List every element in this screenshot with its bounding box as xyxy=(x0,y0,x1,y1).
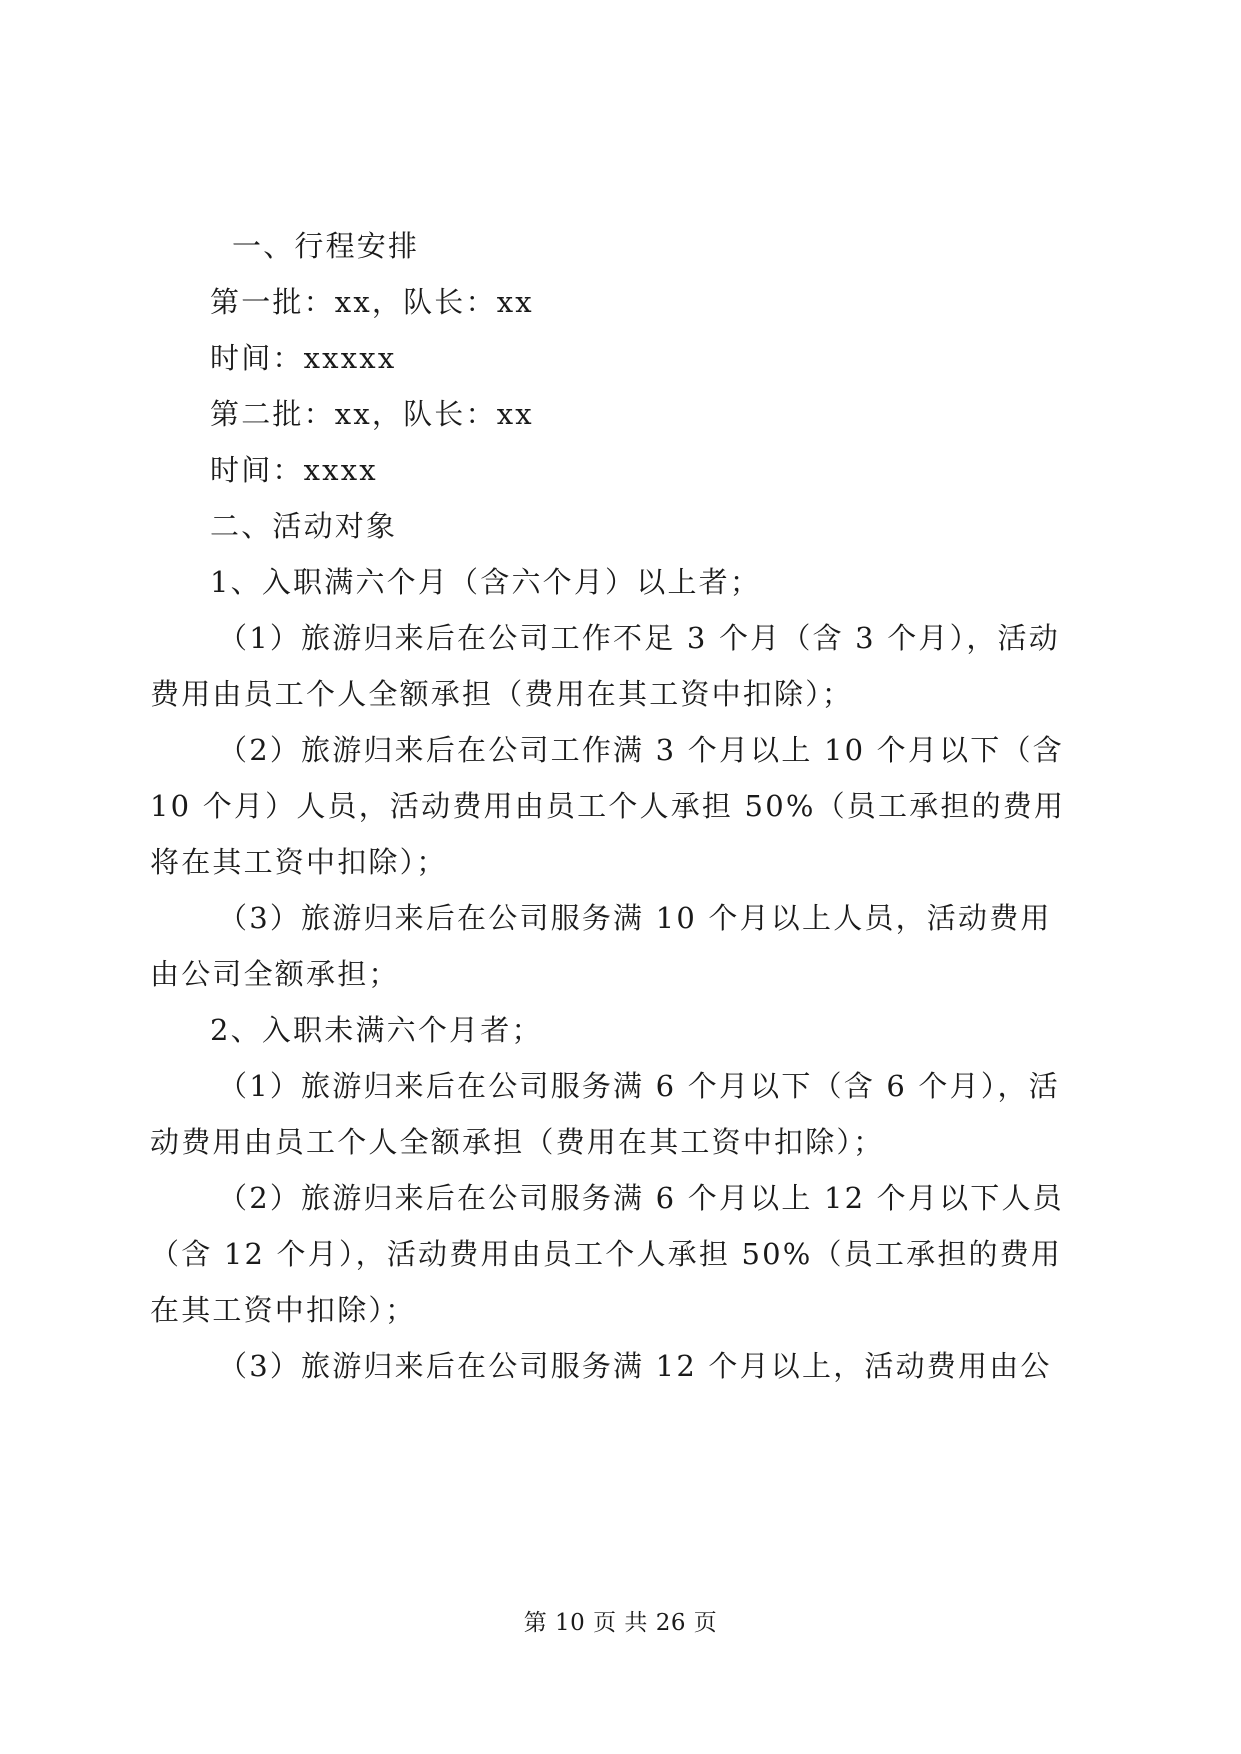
paragraph-line: （含 12 个月），活动费用由员工个人承担 50%（员工承担的费用 xyxy=(150,1237,1063,1271)
paragraph-line: 由公司全额承担； xyxy=(150,957,400,991)
paragraph-line: 时间：xxxxx xyxy=(210,341,397,375)
paragraph-line: 时间：xxxx xyxy=(210,453,378,487)
paragraph-line: 第二批：xx，队长：xx xyxy=(210,397,534,431)
paragraph-line: 第一批：xx，队长：xx xyxy=(210,285,534,319)
paragraph-line: （3）旅游归来后在公司服务满 10 个月以上人员，活动费用 xyxy=(218,901,1052,935)
paragraph-line: 将在其工资中扣除）； xyxy=(150,845,448,879)
paragraph-line: （1）旅游归来后在公司工作不足 3 个月（含 3 个月），活动 xyxy=(218,621,1060,655)
paragraph-line: 动费用由员工个人全额承担（费用在其工资中扣除）； xyxy=(150,1125,885,1159)
paragraph-line: 10 个月）人员，活动费用由员工个人承担 50%（员工承担的费用 xyxy=(150,789,1066,823)
paragraph-line: （2）旅游归来后在公司工作满 3 个月以上 10 个月以下（含 xyxy=(218,733,1064,767)
paragraph-line: 费用由员工个人全额承担（费用在其工资中扣除）； xyxy=(150,677,854,711)
section-heading-itinerary: 一、行程安排 xyxy=(232,229,420,263)
paragraph-line: 1、入职满六个月（含六个月）以上者； xyxy=(210,565,762,599)
page-number-footer: 第 10 页 共 26 页 xyxy=(523,1610,718,1636)
paragraph-line: （3）旅游归来后在公司服务满 12 个月以上，活动费用由公 xyxy=(218,1349,1052,1383)
paragraph-line: （1）旅游归来后在公司服务满 6 个月以下（含 6 个月），活 xyxy=(218,1069,1060,1103)
paragraph-line: （2）旅游归来后在公司服务满 6 个月以上 12 个月以下人员 xyxy=(218,1181,1064,1215)
paragraph-line: 2、入职未满六个月者； xyxy=(210,1013,543,1047)
paragraph-line: 在其工资中扣除）； xyxy=(150,1293,417,1327)
section-heading-participants: 二、活动对象 xyxy=(210,509,398,543)
